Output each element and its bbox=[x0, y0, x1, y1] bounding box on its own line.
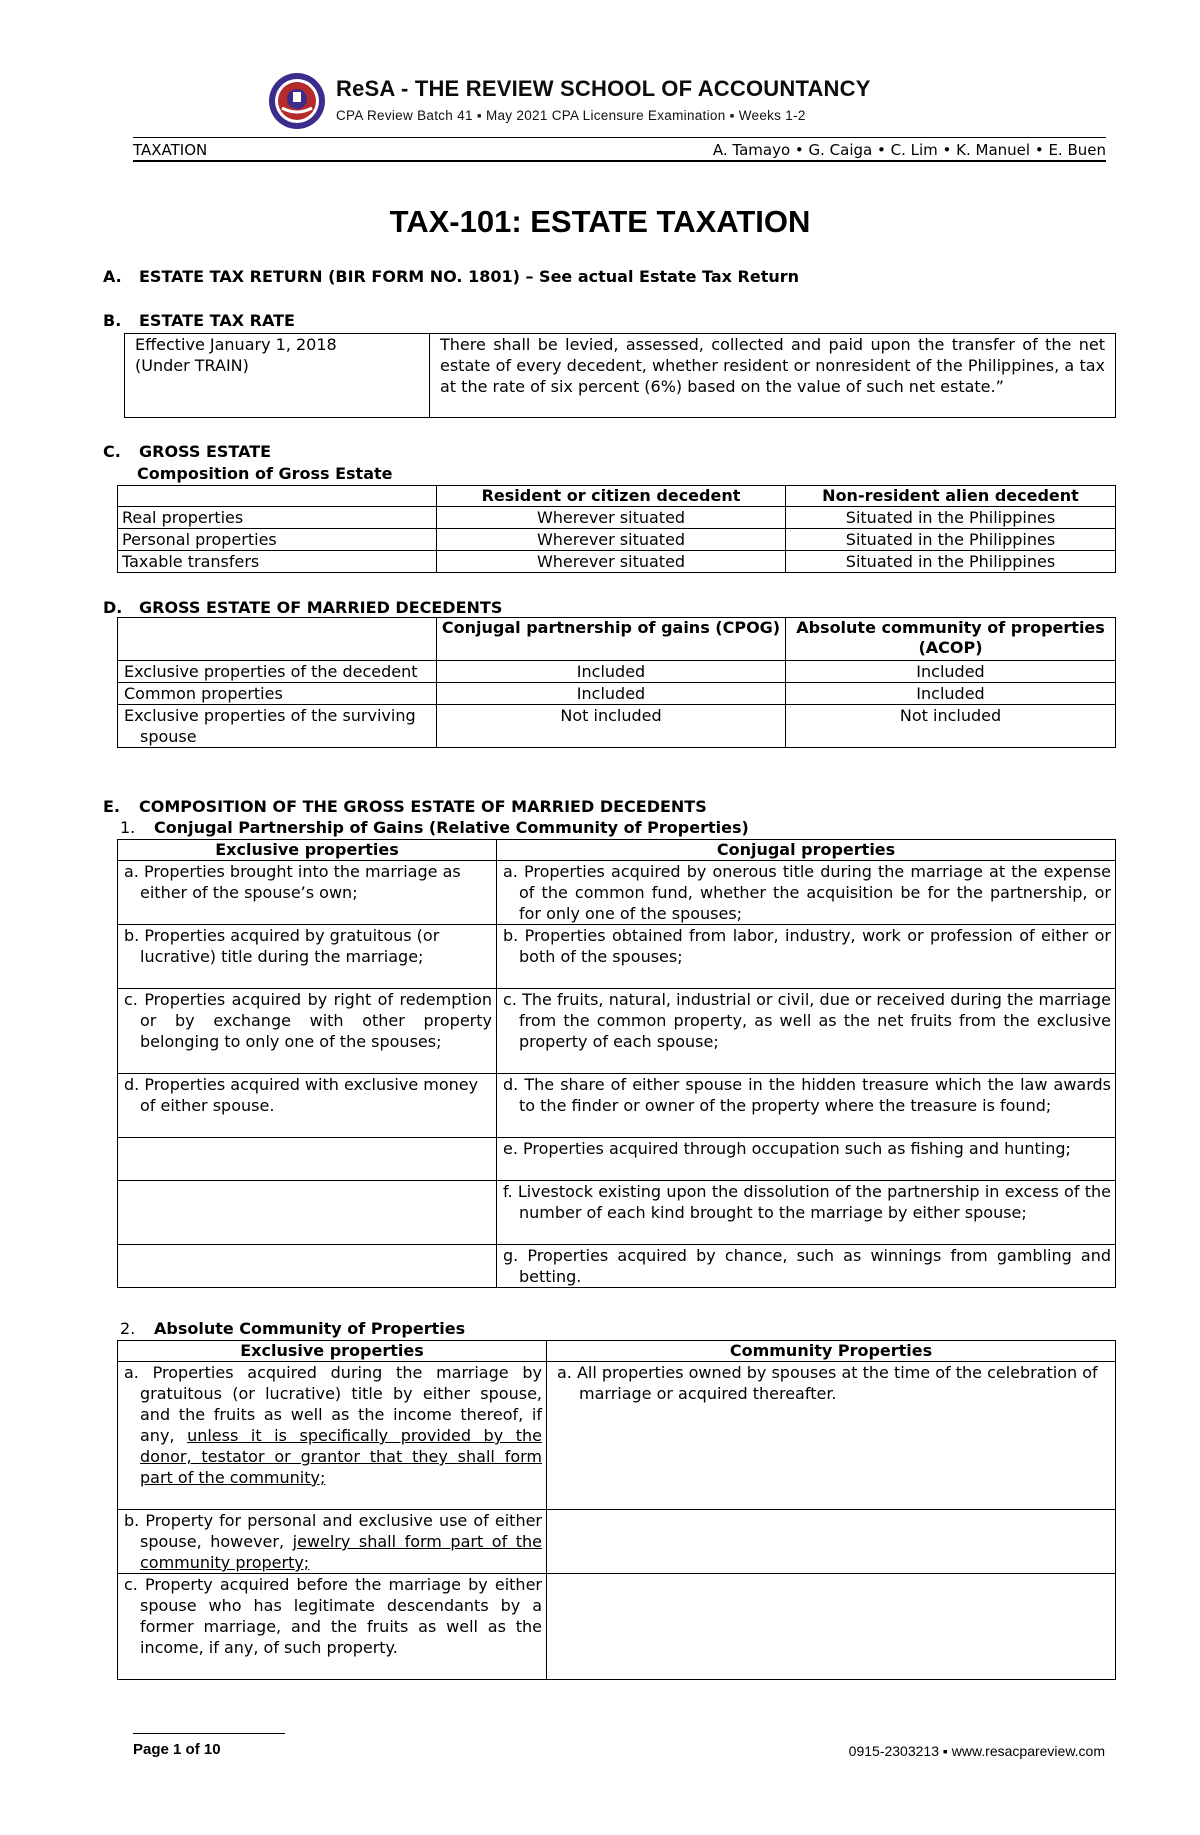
cell: a. Properties acquired by onerous title during the marriage at the expense of the common fund, whether the acquisition be for the partnership, or for only one of the spouses; bbox=[497, 861, 1116, 925]
column-header bbox=[118, 618, 437, 661]
cell: Wherever situated bbox=[437, 529, 786, 551]
table-row bbox=[118, 1574, 1116, 1680]
cell: Situated in the Philippines bbox=[786, 551, 1116, 573]
subject-label: TAXATION bbox=[133, 141, 208, 159]
acop-table bbox=[117, 1340, 1116, 1680]
cell: Personal properties bbox=[118, 529, 437, 551]
cell: Wherever situated bbox=[437, 507, 786, 529]
authors: A. Tamayo • G. Caiga • C. Lim • K. Manuel • E. Buen bbox=[712, 141, 1106, 159]
cell: Included bbox=[437, 661, 786, 683]
table-row bbox=[118, 925, 1116, 989]
school-name: ReSA - THE REVIEW SCHOOL OF ACCOUNTANCY bbox=[336, 76, 871, 101]
column-header: Conjugal partnership of gains (CPOG) bbox=[437, 618, 786, 661]
part-1-heading bbox=[120, 818, 749, 837]
table-row bbox=[125, 334, 1116, 418]
column-header: Community Properties bbox=[547, 1341, 1116, 1362]
column-header: Exclusive properties bbox=[118, 1341, 547, 1362]
column-header: Resident or citizen decedent bbox=[437, 486, 786, 507]
under-train: (Under TRAIN) bbox=[135, 356, 249, 375]
table-row bbox=[118, 529, 1116, 551]
cell bbox=[547, 1362, 1116, 1510]
table-row bbox=[118, 1510, 1116, 1574]
section-a-heading bbox=[103, 267, 799, 286]
cell: Exclusive properties of the surviving spouse bbox=[118, 705, 437, 748]
column-header: Non-resident alien decedent bbox=[786, 486, 1116, 507]
section-title: GROSS ESTATE bbox=[139, 442, 272, 461]
cell: Exclusive properties of the decedent bbox=[118, 661, 437, 683]
section-letter: B. bbox=[103, 311, 122, 330]
cell: Not included bbox=[437, 705, 786, 748]
cell: f. Livestock existing upon the dissolution of the partnership in excess of the number of each kind brought to the marriage by either spouse; bbox=[497, 1181, 1116, 1245]
cell bbox=[118, 1362, 547, 1510]
column-header bbox=[118, 486, 437, 507]
resa-seal-logo bbox=[268, 72, 326, 130]
effective-date: Effective January 1, 2018 bbox=[135, 335, 337, 354]
cell: Wherever situated bbox=[437, 551, 786, 573]
table-header-row bbox=[118, 1341, 1116, 1362]
section-letter: C. bbox=[103, 442, 121, 461]
tax-rate-table bbox=[124, 333, 1116, 418]
table-row bbox=[118, 683, 1116, 705]
text: a. Properties acquired during the marriage by gratuitous (or lucrative) title by either spouse, and the fruits as well as the income thereof, if any, bbox=[124, 1363, 542, 1445]
table-header-row bbox=[118, 486, 1116, 507]
table-row bbox=[118, 551, 1116, 573]
cell: Included bbox=[786, 683, 1116, 705]
cell: Included bbox=[786, 661, 1116, 683]
section-title: GROSS ESTATE OF MARRIED DECEDENTS bbox=[139, 598, 503, 617]
section-title: COMPOSITION OF THE GROSS ESTATE OF MARRIED DECEDENTS bbox=[139, 797, 707, 816]
empty-cell bbox=[118, 1245, 497, 1288]
cell: c. Property acquired before the marriage by either spouse who has legitimate descendants by a former marriage, and the fruits as well as the income, if any, of such property. bbox=[118, 1574, 547, 1680]
footer-contact: 0915-2303213 ▪ www.resacpareview.com bbox=[848, 1743, 1105, 1759]
table-row bbox=[118, 1181, 1116, 1245]
empty-cell bbox=[547, 1510, 1116, 1574]
cell: e. Properties acquired through occupation such as fishing and hunting; bbox=[497, 1138, 1116, 1181]
letterhead bbox=[268, 72, 948, 134]
cell: Taxable transfers bbox=[118, 551, 437, 573]
effective-cell bbox=[125, 334, 430, 418]
cell: Common properties bbox=[118, 683, 437, 705]
table-row bbox=[118, 1138, 1116, 1181]
footer-rule bbox=[133, 1733, 285, 1734]
underlined-text: jewelry shall form part of the community property; bbox=[140, 1532, 543, 1572]
cell: b. Properties acquired by gratuitous (or lucrative) title during the marriage; bbox=[118, 925, 497, 989]
married-decedents-table bbox=[117, 617, 1116, 748]
column-header: Conjugal properties bbox=[497, 840, 1116, 861]
document-title: TAX-101: ESTATE TAXATION bbox=[389, 204, 811, 239]
table-row bbox=[118, 989, 1116, 1074]
cell: b. Properties obtained from labor, industry, work or profession of either or both of the spouses; bbox=[497, 925, 1116, 989]
section-letter: D. bbox=[103, 598, 123, 617]
cell: Real properties bbox=[118, 507, 437, 529]
cpog-table bbox=[117, 839, 1116, 1288]
table-row bbox=[118, 1362, 1116, 1510]
batch-info: CPA Review Batch 41 ▪ May 2021 CPA Licensure Examination ▪ Weeks 1-2 bbox=[336, 108, 806, 123]
header-rule-top bbox=[133, 137, 1106, 138]
tax-rate-rule: There shall be levied, assessed, collected and paid upon the transfer of the net estate of every decedent, whether resident or nonresident of the Philippines, a tax at the rate of six percent (6%) based on the value of such net estate.” bbox=[430, 334, 1116, 418]
table-header-row bbox=[118, 840, 1116, 861]
cell: a. Properties brought into the marriage as either of the spouse’s own; bbox=[118, 861, 497, 925]
text: marriage or acquired thereafter. bbox=[579, 1384, 837, 1403]
table-row bbox=[118, 1074, 1116, 1138]
part-title: Absolute Community of Properties bbox=[154, 1319, 466, 1338]
empty-cell bbox=[547, 1574, 1116, 1680]
column-header: Absolute community of properties (ACOP) bbox=[786, 618, 1116, 661]
cell: Situated in the Philippines bbox=[786, 529, 1116, 551]
cell: d. The share of either spouse in the hidden treasure which the law awards to the finder or owner of the property where the treasure is found; bbox=[497, 1074, 1116, 1138]
section-letter: A. bbox=[103, 267, 122, 286]
cell: Included bbox=[437, 683, 786, 705]
table-row bbox=[118, 1245, 1116, 1288]
cell: d. Properties acquired with exclusive money of either spouse. bbox=[118, 1074, 497, 1138]
table-row bbox=[118, 861, 1116, 925]
cell bbox=[118, 1510, 547, 1574]
cell: g. Properties acquired by chance, such as winnings from gambling and betting. bbox=[497, 1245, 1116, 1288]
table-header-row bbox=[118, 618, 1116, 661]
part-number: 1. bbox=[120, 818, 136, 837]
header-rule-bottom bbox=[133, 160, 1106, 162]
gross-estate-table bbox=[117, 485, 1116, 573]
text: b. Property for personal and exclusive use of either spouse, however, bbox=[124, 1511, 542, 1551]
cell: Situated in the Philippines bbox=[786, 507, 1116, 529]
text: a. All properties owned by spouses at the time of the celebration of bbox=[557, 1363, 1098, 1382]
section-c-heading bbox=[103, 442, 271, 461]
part-2-heading bbox=[120, 1319, 465, 1338]
cell: c. Properties acquired by right of redemption or by exchange with other property belonging to only one of the spouses; bbox=[118, 989, 497, 1074]
cell: c. The fruits, natural, industrial or civil, due or received during the marriage from the common property, as well as the net fruits from the exclusive property of each spouse; bbox=[497, 989, 1116, 1074]
table-row bbox=[118, 661, 1116, 683]
section-c-subtitle: Composition of Gross Estate bbox=[137, 464, 393, 483]
section-letter: E. bbox=[103, 797, 121, 816]
column-header: Exclusive properties bbox=[118, 840, 497, 861]
section-b-heading bbox=[103, 311, 295, 330]
table-row bbox=[118, 705, 1116, 748]
section-e-heading bbox=[103, 797, 707, 816]
empty-cell bbox=[118, 1138, 497, 1181]
section-d-heading bbox=[103, 598, 502, 617]
section-title: ESTATE TAX RETURN (BIR FORM NO. 1801) – See actual Estate Tax Return bbox=[139, 267, 800, 286]
subject-row bbox=[133, 141, 1106, 161]
table-row bbox=[118, 507, 1116, 529]
empty-cell bbox=[118, 1181, 497, 1245]
part-number: 2. bbox=[120, 1319, 136, 1338]
section-title: ESTATE TAX RATE bbox=[139, 311, 295, 330]
part-title: Conjugal Partnership of Gains (Relative Community of Properties) bbox=[154, 818, 749, 837]
underlined-text: unless it is specifically provided by the donor, testator or grantor that they shall form part of the community; bbox=[140, 1426, 542, 1487]
cell: Not included bbox=[786, 705, 1116, 748]
page-number: Page 1 of 10 bbox=[133, 1741, 221, 1758]
